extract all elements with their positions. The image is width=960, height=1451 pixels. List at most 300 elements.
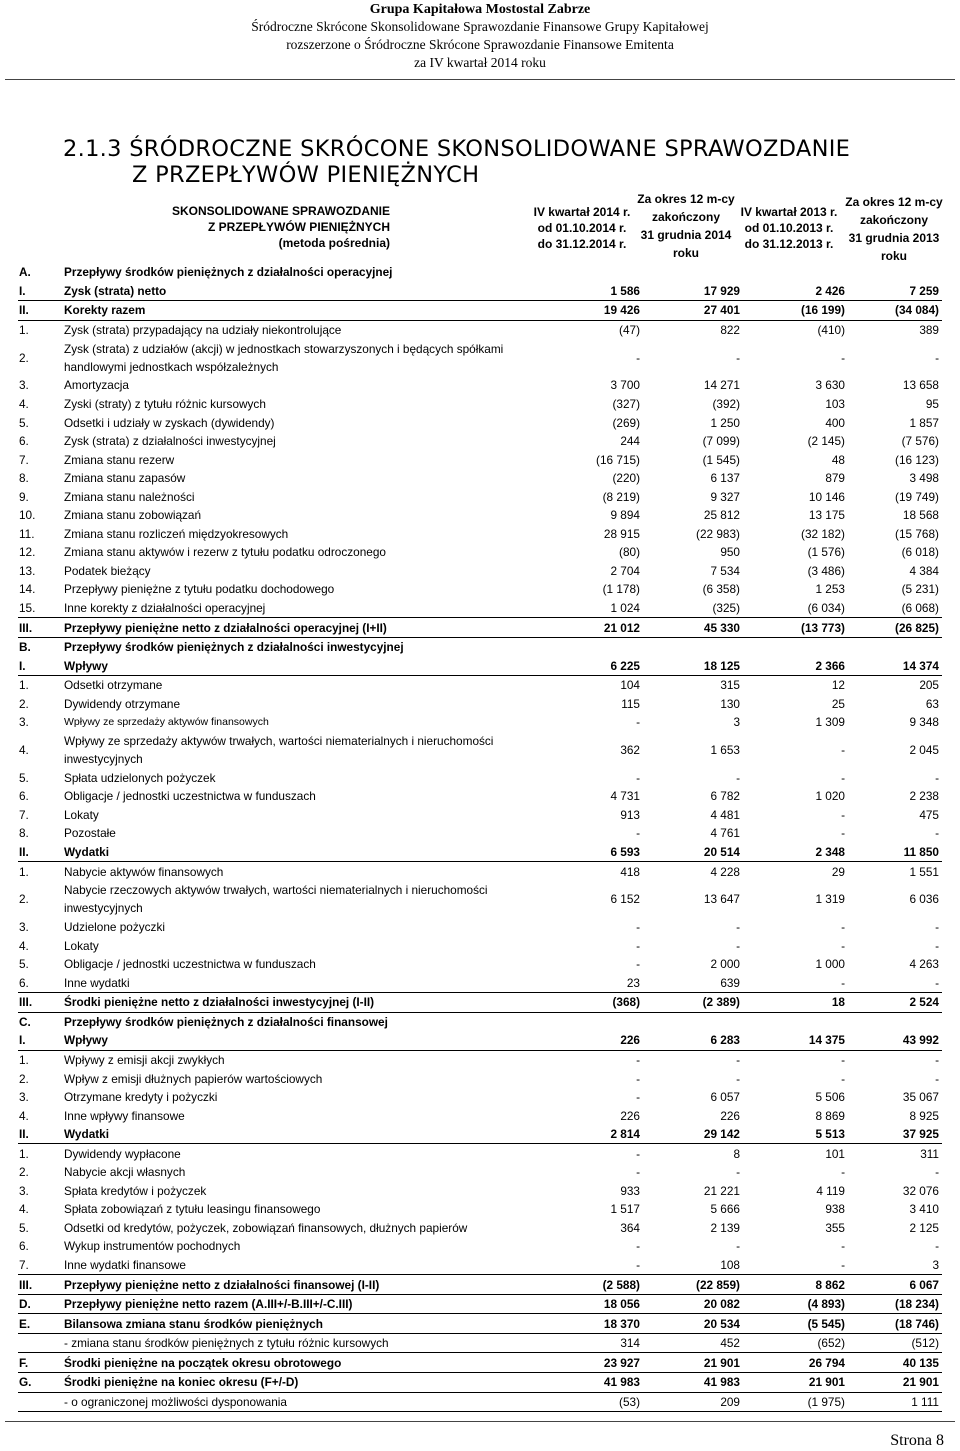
table-row	[18, 993, 942, 1013]
row-label: Amortyzacja	[64, 378, 129, 393]
row-number: 4.	[19, 743, 29, 758]
table-row	[18, 1125, 942, 1144]
row-value: (80)	[619, 545, 640, 560]
row-value: 1 253	[815, 582, 845, 597]
row-value: 10 146	[808, 489, 845, 504]
row-value: (19 749)	[895, 489, 939, 504]
row-value: 418	[620, 864, 640, 879]
row-value: -	[848, 974, 942, 993]
table-row	[18, 881, 942, 918]
row-value: 130	[720, 696, 740, 711]
row-value: 108	[643, 1256, 743, 1275]
row-value: 13 658	[902, 378, 939, 393]
row-value: 25	[831, 696, 845, 711]
row-value: 21 012	[536, 618, 643, 638]
row-label: Wpływy ze sprzedaży aktywów finansowych	[64, 716, 269, 729]
row-value: -	[636, 1165, 640, 1180]
row-value: 4 119	[816, 1183, 845, 1198]
row-value: -	[736, 1165, 740, 1180]
table-row	[18, 525, 942, 544]
table-row	[18, 301, 942, 321]
row-value: -	[636, 1239, 640, 1254]
row-value: 3	[848, 1256, 942, 1275]
row-value: 3 410	[909, 1202, 939, 1217]
row-number: 5.	[19, 770, 29, 785]
table-row	[18, 1294, 942, 1314]
row-value: 45 330	[643, 618, 743, 638]
row-label: Dywidendy wypłacone	[64, 1146, 181, 1161]
row-value	[643, 263, 743, 282]
column-header-q4-2013	[737, 204, 841, 252]
row-label: Wydatki	[63, 843, 536, 862]
table-row	[18, 1392, 942, 1412]
row-number: 2.	[19, 1165, 29, 1180]
row-value: 27 401	[643, 301, 743, 321]
row-number: 2.	[19, 696, 29, 711]
header-line-3: rozszerzone o Śródroczne Skrócone Sprawozdanie Finansowe Emitenta	[286, 37, 674, 52]
row-label: Zysk (strata) netto	[63, 282, 536, 301]
row-number: 4.	[19, 397, 29, 411]
row-label: Zmiana stanu zapasów	[64, 471, 186, 486]
row-label: Przepływy środków pieniężnych z działalności inwestycyjnej	[64, 640, 404, 655]
row-value	[643, 1012, 743, 1031]
row-label: Wpływ z emisji dłużnych papierów wartościowych	[64, 1071, 323, 1086]
row-value: 28 915	[603, 526, 640, 541]
row-value: 5 506	[815, 1090, 845, 1105]
row-value: 913	[620, 807, 640, 822]
row-value: (32 182)	[801, 526, 845, 541]
row-number: I.	[18, 1031, 63, 1050]
header-line-4: za IV kwartał 2014 roku	[414, 55, 546, 70]
row-value: 3 498	[909, 471, 939, 486]
row-value: 37 925	[848, 1125, 942, 1144]
row-label: Lokaty	[64, 938, 99, 953]
row-value: 21 221	[703, 1183, 740, 1198]
row-number: 3.	[19, 1090, 29, 1105]
table-row	[18, 599, 942, 618]
row-value: 20 082	[643, 1294, 743, 1314]
row-value: 1 250	[710, 415, 740, 430]
row-number: I.	[18, 282, 63, 301]
row-value: (6 358)	[702, 582, 740, 597]
row-value: 6 225	[536, 656, 643, 675]
row-number: C.	[19, 1014, 31, 1029]
row-value: 21 901	[743, 1372, 848, 1392]
row-value: -	[841, 826, 845, 841]
row-value	[743, 637, 848, 656]
table-row	[18, 806, 942, 825]
row-value: -	[935, 826, 939, 841]
row-value: 18	[743, 993, 848, 1013]
row-number: 1.	[19, 1052, 29, 1067]
row-value: -	[935, 1071, 939, 1086]
row-value: 639	[643, 974, 743, 993]
row-value: 18 125	[643, 656, 743, 675]
row-value: (1 545)	[702, 452, 740, 467]
row-value: 4 761	[710, 826, 740, 841]
column-header-line: 31 grudnia 2013	[848, 231, 940, 245]
table-row	[18, 1069, 942, 1088]
row-value: 21 901	[643, 1353, 743, 1373]
row-label: Korekty razem	[63, 301, 536, 321]
row-number: F.	[18, 1353, 63, 1373]
row-number: 6.	[19, 1239, 29, 1254]
row-value: 18 056	[536, 1294, 643, 1314]
row-value: (7 099)	[702, 434, 740, 449]
table-row	[18, 618, 942, 638]
row-value: -	[736, 1052, 740, 1067]
row-value: -	[636, 920, 640, 935]
table-row	[18, 1163, 942, 1182]
row-number: III.	[18, 618, 63, 638]
column-header-line: od 01.10.2014 r.	[537, 221, 627, 235]
table-row	[18, 694, 942, 713]
row-number: 12.	[19, 545, 36, 560]
row-value: 1 551	[909, 864, 939, 879]
row-value: 355	[825, 1220, 845, 1235]
row-value: -	[743, 974, 848, 993]
cash-flow-table-body	[18, 263, 942, 1412]
row-number: 3.	[19, 378, 29, 393]
row-value: 4 731	[610, 789, 640, 804]
row-value: 314	[536, 1333, 643, 1353]
row-value: 7 534	[710, 563, 740, 578]
column-header-line: Za okres 12 m-cy	[637, 192, 735, 206]
row-value: -	[736, 770, 740, 785]
row-label: Inne wydatki	[63, 974, 536, 993]
column-header-line: roku	[672, 246, 699, 260]
row-number: E.	[18, 1314, 63, 1334]
row-value: 4 228	[710, 864, 740, 879]
row-number: 7.	[18, 1256, 63, 1275]
row-value: (410)	[817, 322, 845, 337]
row-value: 950	[720, 545, 740, 560]
row-label: Odsetki od kredytów, pożyczek, zobowiązań finansowych, dłużnych papierów	[64, 1220, 468, 1235]
row-label: Inne wydatki finansowe	[63, 1256, 536, 1275]
row-value: -	[636, 1052, 640, 1067]
row-value: -	[636, 715, 640, 730]
row-value: 18 568	[902, 508, 939, 523]
row-value: (13 773)	[743, 618, 848, 638]
row-value: 475	[919, 807, 939, 822]
row-value: 1 020	[815, 789, 845, 804]
table-row	[18, 1012, 942, 1031]
row-value: (53)	[536, 1392, 643, 1412]
row-value: (327)	[612, 397, 640, 411]
row-value: -	[736, 1071, 740, 1086]
table-row	[18, 1372, 942, 1392]
row-value: 2 814	[536, 1125, 643, 1144]
row-value: -	[935, 1165, 939, 1180]
row-label: Inne wpływy finansowe	[64, 1108, 185, 1123]
row-value: 2 139	[710, 1220, 740, 1235]
table-row	[18, 432, 942, 451]
row-value: 20 514	[643, 843, 743, 862]
column-header-line: IV kwartał 2014 r.	[533, 205, 631, 219]
row-value: 6 283	[643, 1031, 743, 1050]
row-number: 3.	[19, 1183, 29, 1198]
row-number: 2.	[19, 350, 29, 365]
row-value: (34 084)	[848, 301, 942, 321]
row-number: 4.	[19, 1108, 29, 1123]
table-row	[18, 1200, 942, 1219]
row-label: Przepływy środków pieniężnych z działalności finansowej	[64, 1014, 388, 1029]
column-header-line: zakończony	[651, 210, 720, 224]
row-number: II.	[18, 843, 63, 862]
row-value: 18 370	[536, 1314, 643, 1334]
row-number	[18, 1392, 63, 1412]
row-value: -	[841, 920, 845, 935]
row-value: -	[636, 826, 640, 841]
row-value: (512)	[848, 1333, 942, 1353]
row-value: (4 893)	[743, 1294, 848, 1314]
row-value	[743, 263, 848, 282]
row-value	[743, 1012, 848, 1031]
row-number: 5.	[19, 1220, 29, 1235]
row-value: 101	[825, 1146, 845, 1161]
report-header	[0, 0, 960, 72]
row-value: 13 647	[703, 892, 740, 907]
row-label: Środki pieniężne na koniec okresu (F+/-D)	[63, 1372, 536, 1392]
row-label: Przepływy pieniężne netto z działalności operacyjnej (I+II)	[63, 618, 536, 638]
row-value: 9 348	[909, 715, 939, 730]
row-value: 6 057	[710, 1090, 740, 1105]
row-value: 35 067	[902, 1090, 939, 1105]
row-value: 8	[733, 1146, 740, 1161]
row-label: Obligacje / jednostki uczestnictwa w funduszach	[64, 957, 316, 972]
table-row	[18, 637, 942, 656]
row-value: -	[841, 770, 845, 785]
row-value	[643, 637, 743, 656]
row-value: 226	[536, 1031, 643, 1050]
row-value: 226	[720, 1108, 740, 1123]
row-value: 6 067	[848, 1275, 942, 1295]
table-row	[18, 713, 942, 732]
row-value: -	[841, 1071, 845, 1086]
row-value	[536, 1012, 643, 1031]
row-value: 2 125	[909, 1220, 939, 1235]
table-row	[18, 824, 942, 843]
row-value: 4 384	[909, 563, 939, 578]
table-row	[18, 1314, 942, 1334]
row-value: (2 588)	[536, 1275, 643, 1295]
row-number: III.	[18, 993, 63, 1013]
row-label: Wpływy z emisji akcji zwykłych	[64, 1052, 225, 1067]
row-value: 6 593	[536, 843, 643, 862]
row-value: 12	[831, 678, 845, 693]
row-label: Obligacje / jednostki uczestnictwa w funduszach	[64, 789, 316, 804]
row-value: 14 375	[743, 1031, 848, 1050]
table-row	[18, 1106, 942, 1125]
row-label: Wpływy	[63, 656, 536, 675]
table-row	[18, 506, 942, 525]
row-value: 40 135	[848, 1353, 942, 1373]
row-value: 2 000	[710, 957, 740, 972]
row-value: 32 076	[902, 1183, 939, 1198]
row-value: 21 901	[848, 1372, 942, 1392]
row-value: 1 319	[815, 892, 845, 907]
row-value: 3 700	[610, 378, 640, 393]
row-value: 362	[620, 743, 640, 758]
row-value: -	[935, 1052, 939, 1067]
table-row	[18, 320, 942, 339]
row-value: 400	[825, 415, 845, 430]
table-row	[18, 562, 942, 581]
row-value: (16 199)	[743, 301, 848, 321]
row-value: (2 389)	[643, 993, 743, 1013]
row-value: (8 219)	[602, 489, 640, 504]
row-value: 879	[825, 471, 845, 486]
row-value	[848, 1012, 942, 1031]
row-value: 8 862	[743, 1275, 848, 1295]
row-value: 2 704	[610, 563, 640, 578]
row-value: 226	[620, 1108, 640, 1123]
row-label: Przepływy środków pieniężnych z działalności operacyjnej	[64, 265, 393, 280]
footer-rule	[5, 1421, 955, 1422]
row-label: Zmiana stanu rezerw	[64, 452, 175, 467]
row-value: (392)	[712, 397, 740, 411]
row-label: Udzielone pożyczki	[64, 920, 165, 935]
row-number: 8.	[19, 826, 29, 841]
company-name: Grupa Kapitałowa Mostostal Zabrze	[369, 2, 591, 17]
row-number: G.	[18, 1372, 63, 1392]
row-number: 10.	[19, 508, 36, 523]
row-value: (18 746)	[848, 1314, 942, 1334]
row-number: 11.	[19, 526, 35, 541]
row-label: Inne korekty z działalności operacyjnej	[63, 599, 536, 618]
row-value: -	[736, 938, 740, 953]
row-value: 5 666	[710, 1202, 740, 1217]
row-number: 7.	[19, 452, 29, 467]
row-value: 43 992	[848, 1031, 942, 1050]
row-label: Zysk (strata) przypadający na udziały niekontrolujące	[64, 322, 342, 337]
row-value: 20 534	[643, 1314, 743, 1334]
row-value: (15 768)	[895, 526, 939, 541]
row-value: 26 794	[743, 1353, 848, 1373]
table-row	[18, 974, 942, 993]
row-value: (16 715)	[596, 452, 640, 467]
row-value: 23 927	[536, 1353, 643, 1373]
row-value: -	[743, 1256, 848, 1275]
table-row	[18, 1031, 942, 1050]
table-row	[18, 1333, 942, 1353]
row-label: Spłata kredytów i pożyczek	[64, 1183, 207, 1198]
row-label: Spłata udzielonych pożyczek	[64, 770, 216, 785]
row-value: 4 263	[909, 957, 939, 972]
table-row	[18, 1353, 942, 1373]
column-header-label-line: (metoda pośrednia)	[278, 236, 390, 250]
row-number: 4.	[19, 938, 29, 953]
row-value: -	[841, 350, 845, 365]
row-label: Środki pieniężne na początek okresu obrotowego	[63, 1353, 536, 1373]
row-value: 244	[620, 434, 640, 449]
table-row	[18, 675, 942, 694]
row-value: (7 576)	[901, 434, 939, 449]
row-value: 25 812	[703, 508, 740, 523]
table-row	[18, 413, 942, 432]
row-value: 1 517	[610, 1202, 640, 1217]
row-value: -	[636, 770, 640, 785]
table-row	[18, 1088, 942, 1107]
table-row	[18, 769, 942, 788]
row-label: Lokaty	[64, 807, 99, 822]
row-label: - o ograniczonej możliwości dysponowania	[63, 1392, 536, 1412]
column-header-line: roku	[880, 249, 907, 263]
row-number: 3.	[19, 715, 29, 730]
table-row	[18, 339, 942, 376]
row-value: -	[935, 770, 939, 785]
row-value: -	[841, 1052, 845, 1067]
row-value: -	[636, 1146, 640, 1161]
column-header-line: 31 grudnia 2014	[640, 228, 732, 242]
row-value: 6 036	[909, 892, 939, 907]
table-row	[18, 1050, 942, 1069]
row-value: 2 348	[743, 843, 848, 862]
table-row	[18, 1237, 942, 1256]
row-value: (47)	[619, 322, 640, 337]
column-header-label-line: Z PRZEPŁYWÓW PIENIĘŻNYCH	[207, 220, 390, 234]
row-value: 1 000	[815, 957, 845, 972]
row-label: Wydatki	[63, 1125, 536, 1144]
row-value: 23	[536, 974, 643, 993]
table-row	[18, 787, 942, 806]
row-value: 311	[920, 1146, 939, 1161]
row-number: 14.	[19, 582, 36, 597]
row-value: 2 238	[909, 789, 939, 804]
row-value: -	[841, 1239, 845, 1254]
row-number: 1.	[19, 864, 29, 879]
table-row	[18, 918, 942, 937]
row-value: (22 859)	[643, 1275, 743, 1295]
row-value: -	[636, 1090, 640, 1105]
column-header-12m-2013	[842, 193, 946, 265]
table-row	[18, 543, 942, 562]
row-label: Przepływy pieniężne z tytułu podatku dochodowego	[64, 582, 335, 597]
row-value: 48	[831, 452, 845, 467]
row-value: 933	[620, 1183, 640, 1198]
row-value: -	[536, 1256, 643, 1275]
row-value: (5 231)	[901, 582, 939, 597]
row-value: 29	[831, 864, 845, 879]
row-value: (220)	[612, 471, 640, 486]
table-row	[18, 1182, 942, 1201]
row-value: -	[935, 920, 939, 935]
row-label: Przepływy pieniężne netto z działalności finansowej (I-II)	[63, 1275, 536, 1295]
table-row	[18, 487, 942, 506]
row-label: Nabycie akcji własnych	[64, 1165, 186, 1180]
row-number: 1.	[19, 1146, 29, 1161]
table-row	[18, 376, 942, 395]
row-value: 364	[620, 1220, 640, 1235]
row-value: (16 123)	[895, 452, 939, 467]
row-number: II.	[18, 301, 63, 321]
row-value: 3 630	[815, 378, 845, 393]
row-label: Zmiana stanu zobowiązań	[64, 508, 202, 523]
row-value: 1 857	[909, 415, 939, 430]
row-value: 3	[733, 715, 740, 730]
row-value: -	[636, 350, 640, 365]
row-label: Przepływy pieniężne netto razem (A.III+/-B.III+/-C.III)	[63, 1294, 536, 1314]
table-row	[18, 395, 942, 414]
table-row	[18, 1144, 942, 1163]
row-value: (1 576)	[807, 545, 845, 560]
row-value: 17 929	[643, 282, 743, 301]
column-header-label-line: SKONSOLIDOWANE SPRAWOZDANIE	[171, 204, 390, 218]
row-value: 115	[621, 696, 640, 711]
row-value: 8 925	[909, 1108, 939, 1123]
table-row	[18, 1219, 942, 1238]
row-number: 2.	[19, 892, 29, 907]
